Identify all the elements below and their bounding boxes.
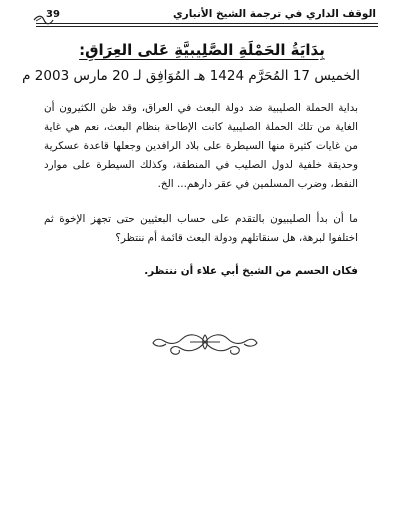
running-title: الوقف الداري في ترجمة الشيخ الأنباري <box>173 8 376 20</box>
paragraph: بداية الحملة الصليبية ضد دولة البعث في العراق، وقد ظن الكثيرون أن الغاية من تلك الحملة الصليبية كانت الإطاحة بنظام البعث، نعم هي غاية من غايات كثيرة منها السيطرة على بلاد الرافدين وجعلها قاعدة عسكرية وحديقة خلفية لدول الصليب في المنطقة، وكذلك السيطرة على موارد النفط، وضرب المسلمين في عقر دارهم... الخ. <box>44 102 358 190</box>
paragraph: ما أن بدأ الصليبيون بالتقدم على حساب البعثيين حتى تجهز الإخوة ثم اختلفوا لبرهة، هل سنقاتلهم ودولة البعث قائمة أم ننتظر؟ <box>44 213 358 244</box>
section-heading: بِدَايَةُ الحَمْلَةِ الصَّلِيبيَّةِ عَلى العِرَاقِ: <box>79 41 325 59</box>
paragraph-conclusion: فكان الحسم من الشيخ أبي علاء أن ننتظر. <box>144 265 358 277</box>
date-line: الخميس 17 المُحَرَّم 1424 هـ المُوَافِق لـ 20 مارس 2003 م <box>22 68 360 84</box>
decorative-ornament-icon <box>150 323 260 361</box>
page-number: 39 <box>46 8 60 20</box>
header-rule <box>36 23 378 27</box>
running-header <box>46 6 376 22</box>
